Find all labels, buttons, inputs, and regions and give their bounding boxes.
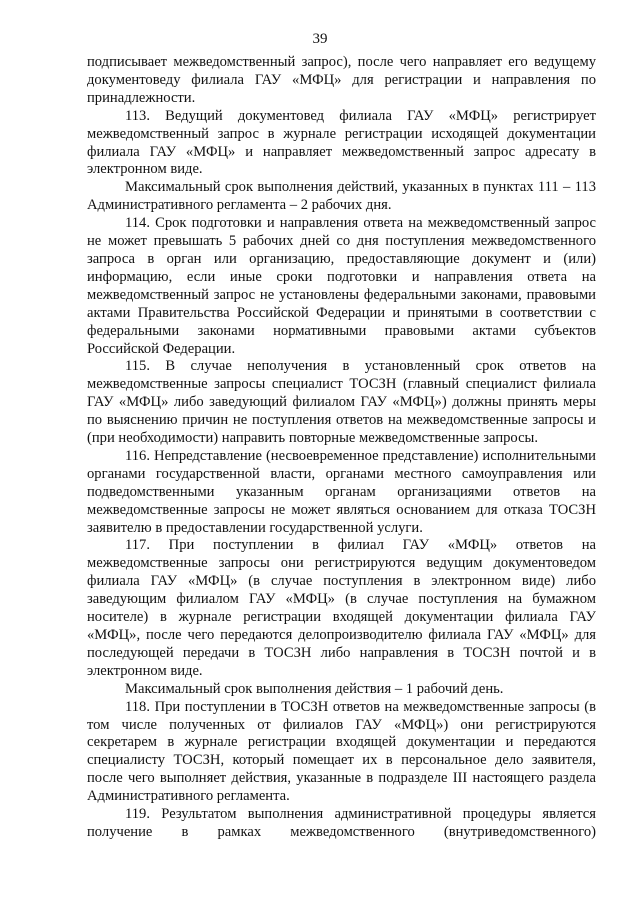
paragraph-max-117: Максимальный срок выполнения действия – 1 рабочий день. xyxy=(125,680,504,697)
paragraph-118: 118. При поступлении в ТОСЗН ответов на межведомственные запросы (в том числе полученных от филиалов ГАУ «МФЦ») они регистрируются секретарем в журнале регистрации входящей документации и передаются специалисту ТОСЗН, который помещает их в персональное дело заявителя, после чего выполняет действия, указанные в подразделе III настоящего раздела Административного регламента. xyxy=(87,698,596,805)
paragraph-continuation: подписывает межведомственный запрос), после чего направляет его ведущему документоведу филиала ГАУ «МФЦ» для регистрации и направления по принадлежности. xyxy=(87,54,596,106)
document-body xyxy=(87,54,596,842)
paragraph-117: 117. При поступлении в филиал ГАУ «МФЦ» ответов на межведомственные запросы они регистрируются ведущим документоведом филиала ГАУ «МФЦ» (в случае поступления в электронном виде) либо заведующим филиалом ГАУ «МФЦ» (в случае поступления на бумажном носителе) в журнале регистрации входящей документации филиала ГАУ «МФЦ», после чего передаются делопроизводителю филиала ГАУ «МФЦ» для последующей передачи в ТОСЗН либо направления в ТОСЗН почтой и в электронном виде. xyxy=(87,537,596,679)
paragraph-116: 116. Непредставление (несвоевременное представление) исполнительными органами государственной власти, органами местного самоуправления или подведомственными указанным органам организациями ответов на межведомственные запросы не может являться основанием для отказа ТОСЗН заявителю в предоставлении государственной услуги. xyxy=(87,447,596,536)
paragraph-113: 113. Ведущий документовед филиала ГАУ «МФЦ» регистрирует межведомственный запрос в журнале регистрации исходящей документации филиала ГАУ «МФЦ» и направляет межведомственный запрос адресату в электронном виде. xyxy=(87,107,596,178)
paragraph-115: 115. В случае неполучения в установленный срок ответов на межведомственные запросы специалист ТОСЗН (главный специалист филиала ГАУ «МФЦ» либо заведующий филиалом ГАУ «МФЦ») должны принять меры по выяснению причин не поступления ответов на межведомственные запросы и (при необходимости) направить повторные межведомственные запросы. xyxy=(87,358,596,447)
paragraph-max-111-113: Максимальный срок выполнения действий, указанных в пунктах 111 – 113 Административного регламента – 2 рабочих дня. xyxy=(87,179,596,214)
paragraph-119: 119. Результатом выполнения административной процедуры является получение в рамках межведомственного (внутриведомственного) xyxy=(87,806,596,840)
paragraph-114: 114. Срок подготовки и направления ответа на межведомственный запрос не может превышать 5 рабочих дней со дня поступления межведомственного запроса в орган или организацию, предоставляющие документ и (или) информацию, если иные сроки подготовки и направления ответа на межведомственный запрос не установлены федеральными законами, правовыми актами Правительства Российской Федерации и принятыми в соответствии с федеральными законами нормативными правовыми актами субъектов Российской Федерации. xyxy=(87,215,596,357)
page-number: 39 xyxy=(312,31,328,47)
